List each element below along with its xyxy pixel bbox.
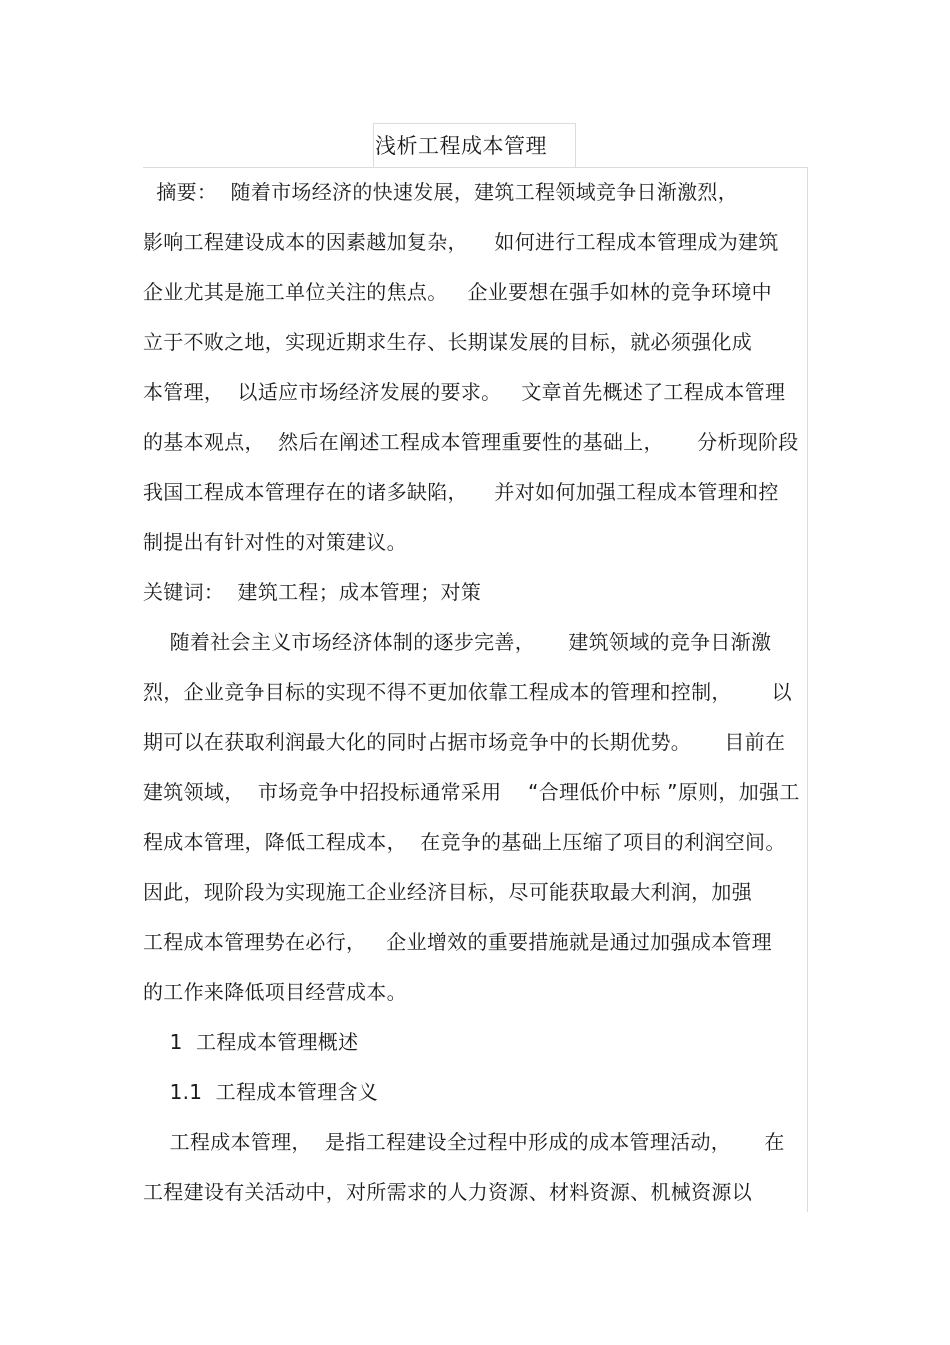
body-line: 工程建设有关活动中，对所需求的人力资源、材料资源、机械资源以 — [143, 1180, 752, 1204]
subsection-heading: 1.1 工程成本管理含义 — [143, 1080, 379, 1104]
body-line: 本管理， 以适应市场经济发展的要求。 文章首先概述了工程成本管理 — [143, 380, 786, 404]
body-line: 立于不败之地，实现近期求生存、长期谋发展的目标，就必须强化成 — [143, 330, 752, 354]
document-title: 浅析工程成本管理 — [373, 123, 576, 167]
body-line: 的基本观点， 然后在阐述工程成本管理重要性的基础上， 分析现阶段 — [143, 430, 799, 454]
section-heading: 1 工程成本管理概述 — [143, 1030, 359, 1054]
body-line: 的工作来降低项目经营成本。 — [143, 980, 407, 1004]
body-line: 企业尤其是施工单位关注的焦点。 企业要想在强手如林的竞争环境中 — [143, 280, 772, 304]
body-line: 工程成本管理势在必行， 企业增效的重要措施就是通过加强成本管理 — [143, 930, 772, 954]
body-line: 制提出有针对性的对策建议。 — [143, 530, 407, 554]
body-line: 程成本管理，降低工程成本， 在竞争的基础上压缩了项目的利润空间。 — [143, 830, 786, 854]
body-line: 工程成本管理， 是指工程建设全过程中形成的成本管理活动， 在 — [143, 1130, 785, 1154]
body-line: 随着社会主义市场经济体制的逐步完善， 建筑领域的竞争日渐激 — [143, 630, 772, 654]
keywords-line: 关键词： 建筑工程；成本管理；对策 — [143, 580, 482, 604]
body-line: 因此，现阶段为实现施工企业经济目标，尽可能获取最大利润，加强 — [143, 880, 752, 904]
body-line: 我国工程成本管理存在的诸多缺陷， 并对如何加强工程成本管理和控 — [143, 480, 779, 504]
body-line: 建筑领域， 市场竞争中招投标通常采用 “合理低价中标 ”原则，加强工 — [143, 780, 800, 804]
body-line: 影响工程建设成本的因素越加复杂， 如何进行工程成本管理成为建筑 — [143, 230, 779, 254]
body-line: 烈，企业竞争目标的实现不得不更加依靠工程成本的管理和控制， 以 — [143, 680, 792, 704]
body-line: 期可以在获取利润最大化的同时占据市场竞争中的长期优势。 目前在 — [143, 730, 786, 754]
body-line: 摘要： 随着市场经济的快速发展，建筑工程领域竞争日渐激烈， — [143, 180, 739, 204]
